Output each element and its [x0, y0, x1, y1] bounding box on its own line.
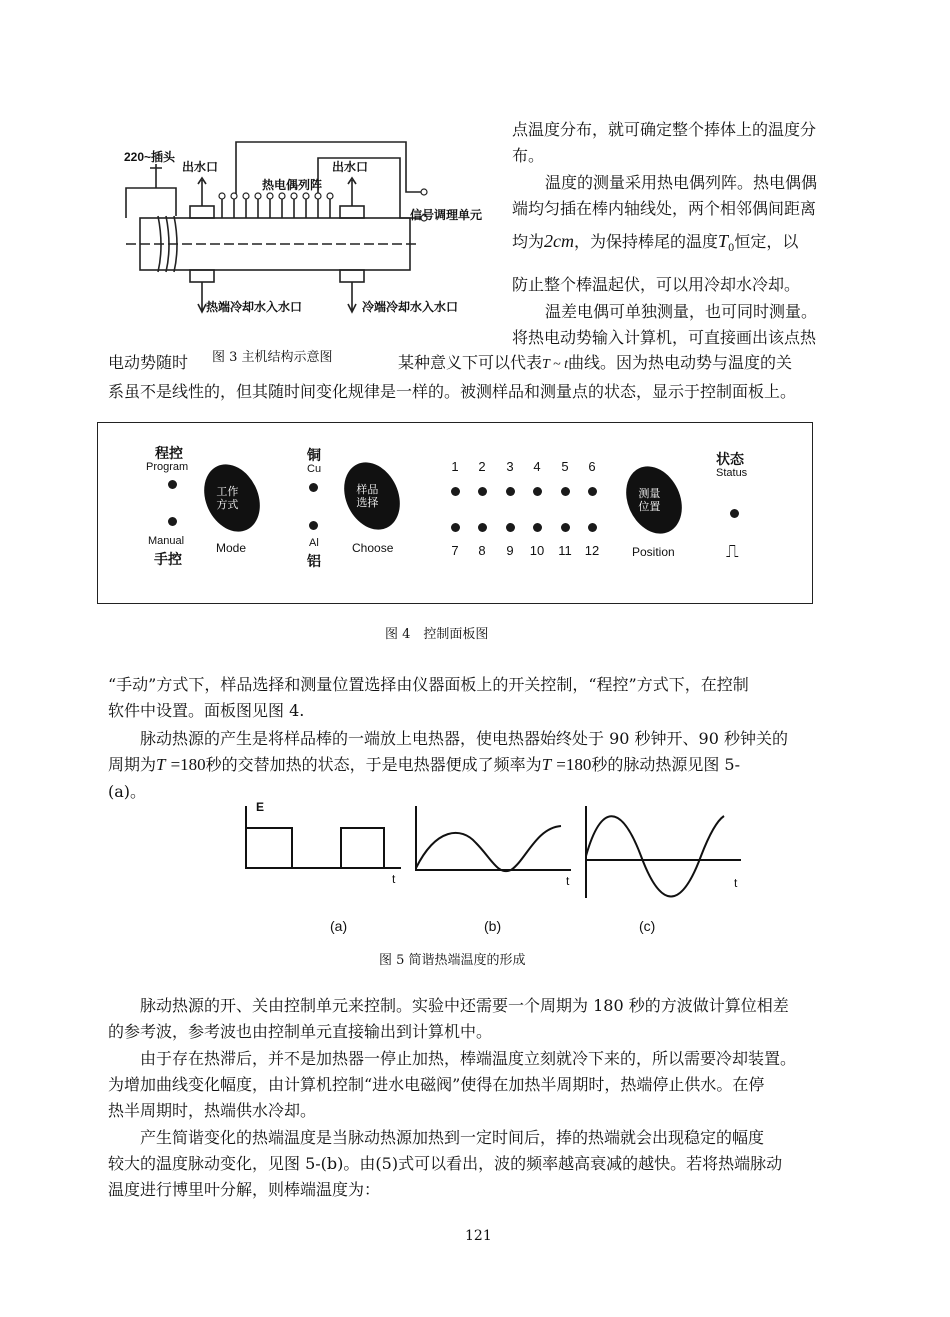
wide-line-1a: 电动势随时 — [108, 353, 189, 372]
wide-line-2: 系虽不是线性的，但其随时间变化规律是一样的。被测样品和测量点的状态，显示于控制面板上。 — [108, 382, 797, 401]
right-col-line-2: 布。 — [512, 146, 545, 165]
wave-a-axes — [246, 806, 401, 868]
hot-inlet-label: 热端冷却水入水口 — [206, 300, 303, 314]
cu-en-label: Cu — [307, 463, 322, 475]
para3-line-2: 的参考波，参考波也由控制单元直接输出到计算机中。 — [108, 1022, 493, 1041]
choose-label: Choose — [352, 541, 394, 555]
right-col-line-6: 防止整个棒温起伏，可以用冷却水冷却。 — [512, 275, 801, 294]
fig5-axis-t-b: t — [566, 874, 570, 888]
outlet-left-label: 出水口 — [182, 160, 219, 174]
pos-led-1 — [451, 487, 460, 496]
pos-led-4 — [533, 487, 542, 496]
pos-led-10 — [533, 523, 542, 532]
wave-b-curve — [416, 826, 561, 871]
right-col-line-1: 点温度分布，就可确定整个捧体上的温度分 — [512, 120, 817, 139]
fig5-label-c: (c) — [639, 918, 656, 934]
pos-num-3: 3 — [506, 459, 514, 474]
pos-led-9 — [506, 523, 515, 532]
status-indicator — [730, 509, 739, 518]
wave-c-sine — [586, 816, 724, 897]
fig5-axis-e: E — [256, 800, 265, 814]
program-indicator — [168, 480, 177, 489]
fig5-label-b: (b) — [484, 918, 502, 934]
program-en-label: Program — [146, 461, 189, 473]
position-knob[interactable] — [616, 457, 693, 542]
pos-num-11: 11 — [558, 543, 572, 558]
pos-num-5: 5 — [561, 459, 569, 474]
right-col-line-3: 温度的测量采用热电偶列阵。热电偶偶 — [545, 173, 818, 192]
manual-cn-label: 手控 — [154, 551, 182, 567]
fig5-axis-t-c: t — [734, 876, 738, 890]
pos-num-7: 7 — [451, 543, 459, 558]
cu-indicator — [309, 483, 318, 492]
al-indicator — [309, 521, 318, 530]
para5-line-2: 较大的温度脉动变化，见图 5-(b)。由(5)式可以看出，波的频率越高衰减的越快。若将热端脉动 — [108, 1154, 783, 1173]
para1-line-1: “手动”方式下，样品选择和测量位置选择由仪器面板上的开关控制，“程控”方式下，在控制 — [108, 675, 749, 694]
para5-line-3: 温度进行博里叶分解，则棒端温度为： — [108, 1180, 381, 1199]
mode-label: Mode — [216, 541, 247, 555]
figure4-caption: 图 4 控制面板图 — [385, 627, 489, 642]
program-cn-label: 程控 — [155, 445, 183, 461]
para4-line-1: 由于存在热滞后，并不是加热器一停止加热，棒端温度立刻就冷下来的，所以需要冷却装置。 — [140, 1049, 797, 1068]
pos-led-11 — [561, 523, 570, 532]
pos-num-8: 8 — [478, 543, 486, 558]
position-knob-text: 测量位置 — [638, 488, 661, 514]
wave-c-axis — [586, 806, 741, 898]
al-cn-label: 铝 — [307, 553, 321, 569]
control-panel — [97, 422, 813, 604]
plug-label: 220~插头 — [124, 150, 176, 164]
page-number: 121 — [465, 1228, 492, 1244]
al-en-label: Al — [309, 537, 319, 549]
right-col-line-5: 均为2cm，为保持棒尾的温度$T_0$恒定，以 — [512, 231, 799, 255]
right-jacket-bottom — [340, 270, 364, 282]
para4-line-2: 为增加曲线变化幅度，由计算机控制“进水电磁阀”使得在加热半周期时，热端停止供水。在停 — [108, 1075, 765, 1094]
thermocouple-label: 热电偶列阵 — [262, 178, 323, 192]
pulse-icon: ⎍ — [726, 541, 739, 561]
signal-unit-label: 信号调理单元 — [410, 208, 483, 222]
cold-inlet-label: 冷端冷却水入水口 — [362, 300, 459, 314]
para3-line-1: 脉动热源的开、关由控制单元来控制。实验中还需要一个周期为 180 秒的方波做计算位相差 — [140, 996, 789, 1015]
figure5-waves — [236, 798, 756, 898]
right-col-line-8: 将热电动势输入计算机，可直接画出该点热 — [512, 328, 817, 347]
pos-led-6 — [588, 487, 597, 496]
pos-led-2 — [478, 487, 487, 496]
pos-led-8 — [478, 523, 487, 532]
right-col-line-4: 端均匀插在棒内轴线处，两个相邻偶间距离 — [512, 199, 817, 218]
pos-num-4: 4 — [533, 459, 541, 474]
pos-led-3 — [506, 487, 515, 496]
mode-knob[interactable] — [194, 455, 271, 540]
cu-cn-label: 铜 — [307, 447, 321, 463]
outlet-right-label: 出水口 — [332, 160, 369, 174]
pos-num-9: 9 — [506, 543, 514, 558]
figure3-caption: 图 3 主机结构示意图 — [212, 350, 333, 365]
status-en-label: Status — [716, 467, 748, 479]
pos-led-7 — [451, 523, 460, 532]
para5-line-1: 产生简谐变化的热端温度是当脉动热源加热到一定时间后，捧的热端就会出现稳定的幅度 — [140, 1128, 765, 1147]
figure5-caption: 图 5 简谐热端温度的形成 — [379, 953, 526, 968]
pos-num-10: 10 — [529, 543, 545, 558]
para2-line-3: (a)。 — [108, 782, 147, 801]
fig5-axis-t-a: t — [392, 872, 396, 886]
para4-line-3: 热半周期时，热端供水冷却。 — [108, 1101, 317, 1120]
pos-num-2: 2 — [478, 459, 486, 474]
left-jacket-bottom — [190, 270, 214, 282]
choose-knob-text: 样品选择 — [356, 484, 379, 510]
para2-line-1: 脉动热源的产生是将样品棒的一端放上电热器，使电热器始终处于 90 秒钟开、90 秒钟关的 — [140, 729, 788, 748]
left-jacket-top — [190, 206, 214, 218]
pos-num-12: 12 — [584, 543, 600, 558]
pos-num-6: 6 — [588, 459, 596, 474]
wide-line-1b: 某种意义下可以代表T ~ t曲线。因为热电动势与温度的关 — [398, 353, 793, 372]
mode-knob-text: 工作方式 — [216, 486, 239, 512]
manual-en-label: Manual — [148, 535, 185, 547]
manual-indicator — [168, 517, 177, 526]
para1-line-2: 软件中设置。面板图见图 4. — [108, 701, 305, 720]
para2-line-2: 周期为T =180秒的交替加热的状态，于是电热器便成了频率为T =180秒的脉动热源见图 5- — [108, 755, 741, 774]
pos-num-1: 1 — [451, 459, 459, 474]
pos-led-5 — [561, 487, 570, 496]
status-cn-label: 状态 — [716, 451, 744, 467]
sample-choose-knob[interactable] — [334, 453, 411, 538]
right-col-line-7: 温差电偶可单独测量，也可同时测量。 — [545, 302, 818, 321]
wave-a-square — [246, 828, 384, 868]
fig5-label-a: (a) — [330, 918, 348, 934]
right-jacket-top — [340, 206, 364, 218]
pos-led-12 — [588, 523, 597, 532]
position-label: Position — [632, 545, 675, 559]
